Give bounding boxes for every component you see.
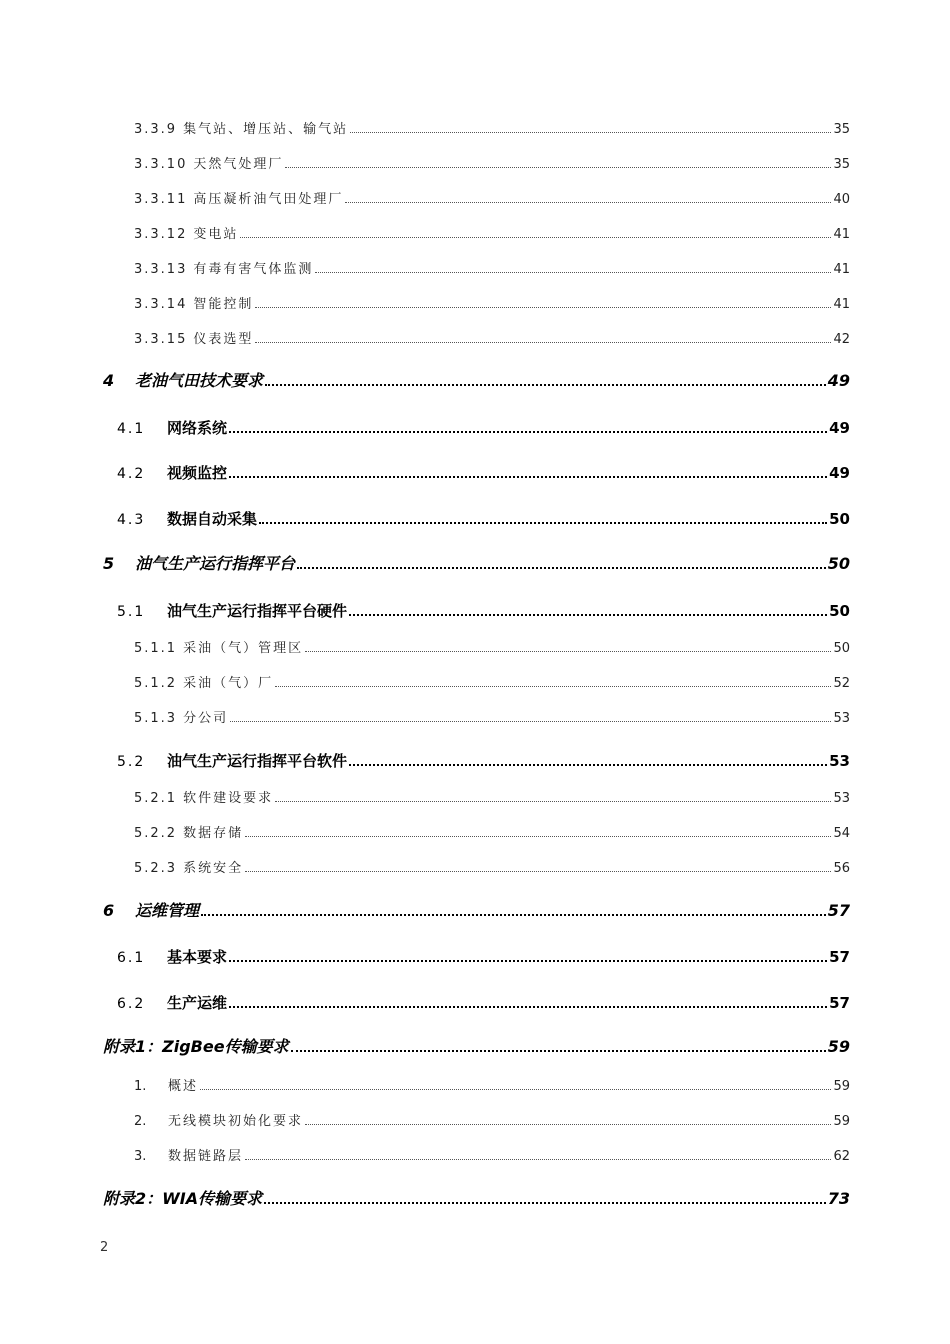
- dot-leader: [229, 476, 827, 478]
- toc-entry-title: 智能控制: [193, 297, 254, 312]
- toc-entry[interactable]: [134, 180, 850, 206]
- toc-entry-title: 天然气处理厂: [193, 157, 284, 172]
- dot-leader: [349, 764, 827, 766]
- toc-entry-page: 49: [829, 464, 850, 482]
- toc-entry-page: 53: [833, 711, 850, 726]
- dot-leader: [245, 871, 831, 872]
- dot-leader: [285, 167, 831, 168]
- dot-leader: [305, 651, 831, 652]
- page-number: 2: [100, 1240, 109, 1255]
- toc-entry-page: 41: [833, 262, 850, 277]
- toc-entry[interactable]: [117, 743, 850, 769]
- toc-entry[interactable]: [134, 699, 850, 725]
- toc-entry-page: 54: [833, 826, 850, 841]
- toc-entry-page: 52: [833, 676, 850, 691]
- toc-entry-title: 视频监控: [167, 464, 228, 482]
- toc-entry[interactable]: [117, 985, 850, 1011]
- toc-entry-title: 生产运维: [167, 994, 228, 1012]
- toc-entry-page: 41: [833, 297, 850, 312]
- toc-entry-page: 57: [827, 901, 850, 920]
- dot-leader: [345, 202, 831, 203]
- toc-entry-title: 概述: [168, 1079, 199, 1094]
- dot-leader: [230, 721, 831, 722]
- dot-leader: [350, 132, 831, 133]
- toc-entry-number: 5.1.2: [134, 676, 178, 691]
- toc-entry-title: 数据链路层: [168, 1149, 244, 1164]
- toc-entry-title: 变电站: [193, 227, 239, 242]
- dot-leader: [275, 801, 831, 802]
- toc-entry-title: 基本要求: [167, 948, 228, 966]
- toc-entry-page: 53: [833, 791, 850, 806]
- toc-entry-number: 5.1: [117, 604, 146, 620]
- toc-entry-title: 采油（气）厂: [183, 676, 274, 691]
- toc-entry-title: 高压凝析油气田处理厂: [193, 192, 344, 207]
- toc-entry-number: 5.2.3: [134, 861, 178, 876]
- toc-entry[interactable]: [134, 814, 850, 840]
- dot-leader: [255, 342, 831, 343]
- dot-leader: [245, 836, 831, 837]
- toc-entry[interactable]: [103, 363, 850, 389]
- toc-entry-number: 3.3.14: [134, 297, 188, 312]
- toc-entry-title: 数据存储: [183, 826, 244, 841]
- toc-entry-page: 57: [829, 948, 850, 966]
- dot-leader: [305, 1124, 831, 1125]
- toc-entry-page: 59: [833, 1114, 850, 1129]
- toc-entry-title: 油气生产运行指挥平台软件: [167, 752, 348, 770]
- toc-entry[interactable]: [134, 629, 850, 655]
- toc-entry-page: 50: [829, 602, 850, 620]
- toc-entry-title: 分公司: [183, 711, 229, 726]
- toc-entry-page: 62: [833, 1149, 850, 1164]
- dot-leader: [229, 960, 827, 962]
- dot-leader: [259, 522, 827, 524]
- toc-entry-number: 5: [103, 554, 115, 573]
- toc-entry[interactable]: [117, 593, 850, 619]
- toc-entry-number: 6.1: [117, 950, 146, 966]
- toc-entry-number: 4: [103, 371, 115, 390]
- dot-leader: [201, 914, 826, 916]
- toc-entry-page: 40: [833, 192, 850, 207]
- dot-leader: [349, 614, 827, 616]
- toc-entry-title: 数据自动采集: [167, 510, 258, 528]
- toc-entry-number: 5.1.1: [134, 641, 178, 656]
- toc-entry-title: 软件建设要求: [183, 791, 274, 806]
- toc-entry[interactable]: [103, 546, 850, 572]
- toc-entry-page: 56: [833, 861, 850, 876]
- toc-entry-page: 59: [833, 1079, 850, 1094]
- toc-entry[interactable]: [117, 501, 850, 527]
- toc-entry[interactable]: [103, 1181, 850, 1207]
- toc-entry[interactable]: [134, 110, 850, 136]
- toc-entry[interactable]: [134, 779, 850, 805]
- toc-entry-title: 网络系统: [167, 419, 228, 437]
- toc-entry[interactable]: [134, 320, 850, 346]
- dot-leader: [297, 567, 826, 569]
- toc-entry-page: 35: [833, 157, 850, 172]
- toc-entry[interactable]: [117, 455, 850, 481]
- toc-entry-page: 41: [833, 227, 850, 242]
- dot-leader: [200, 1089, 831, 1090]
- toc-entry-page: 49: [829, 419, 850, 437]
- toc-entry-title: 有毒有害气体监测: [193, 262, 314, 277]
- toc-entry-title: 附录1：ZigBee传输要求: [103, 1037, 289, 1056]
- toc-entry-number: 3.3.13: [134, 262, 188, 277]
- toc-entry-page: 50: [827, 554, 850, 573]
- dot-leader: [229, 431, 827, 433]
- toc-entry-title: 无线模块初始化要求: [168, 1114, 304, 1129]
- toc-entry[interactable]: [134, 1137, 850, 1163]
- toc-entry-title: 油气生产运行指挥平台: [135, 554, 296, 573]
- toc-entry-number: 5.2: [117, 754, 146, 770]
- toc-entry[interactable]: [117, 410, 850, 436]
- toc-entry-number: 5.2.1: [134, 791, 178, 806]
- toc-entry-number: 3.3.9: [134, 122, 178, 137]
- toc-entry[interactable]: [134, 215, 850, 241]
- toc-entry-title: 系统安全: [183, 861, 244, 876]
- dot-leader: [264, 1202, 826, 1204]
- toc-entry[interactable]: [117, 939, 850, 965]
- toc-entry[interactable]: [134, 285, 850, 311]
- dot-leader: [255, 307, 831, 308]
- toc-entry-number: 4.1: [117, 421, 146, 437]
- toc-entry[interactable]: [134, 1102, 850, 1128]
- toc-entry-title: 集气站、增压站、输气站: [183, 122, 349, 137]
- dot-leader: [315, 272, 831, 273]
- dot-leader: [265, 384, 826, 386]
- toc-entry[interactable]: [134, 664, 850, 690]
- toc-entry[interactable]: [103, 893, 850, 919]
- dot-leader: [229, 1006, 827, 1008]
- toc-entry-number: 3.3.12: [134, 227, 188, 242]
- toc-entry-number: 5.2.2: [134, 826, 178, 841]
- toc-entry-page: 49: [827, 371, 850, 390]
- toc-entry[interactable]: [134, 250, 850, 276]
- toc-entry-title: 附录2：WIA传输要求: [103, 1189, 263, 1208]
- dot-leader: [240, 237, 831, 238]
- toc-entry-number: 3.3.11: [134, 192, 188, 207]
- dot-leader: [245, 1159, 831, 1160]
- toc-entry-number: 2.: [134, 1114, 147, 1129]
- toc-entry-number: 3.: [134, 1149, 147, 1164]
- toc-entry-number: 6: [103, 901, 115, 920]
- toc-entry-page: 50: [833, 641, 850, 656]
- toc-entry-page: 35: [833, 122, 850, 137]
- toc-entry-page: 53: [829, 752, 850, 770]
- toc-entry-number: 4.3: [117, 512, 146, 528]
- toc-entry[interactable]: [134, 145, 850, 171]
- toc-entry[interactable]: [134, 1067, 850, 1093]
- toc-entry-page: 59: [827, 1037, 850, 1056]
- toc-entry-number: 5.1.3: [134, 711, 178, 726]
- toc-entry-title: 老油气田技术要求: [135, 371, 264, 390]
- toc-entry-number: 3.3.10: [134, 157, 188, 172]
- toc-entry-page: 50: [829, 510, 850, 528]
- toc-entry-page: 42: [833, 332, 850, 347]
- dot-leader: [275, 686, 831, 687]
- toc-entry-page: 57: [829, 994, 850, 1012]
- toc-entry-number: 6.2: [117, 996, 146, 1012]
- toc-entry[interactable]: [103, 1029, 850, 1055]
- toc-entry-number: 1.: [134, 1079, 147, 1094]
- toc-entry-title: 采油（气）管理区: [183, 641, 304, 656]
- toc-entry[interactable]: [134, 849, 850, 875]
- toc-entry-number: 4.2: [117, 466, 146, 482]
- toc-entry-title: 运维管理: [135, 901, 200, 920]
- toc-entry-page: 73: [827, 1189, 850, 1208]
- toc-entry-title: 仪表选型: [193, 332, 254, 347]
- toc-entry-number: 3.3.15: [134, 332, 188, 347]
- toc-entry-title: 油气生产运行指挥平台硬件: [167, 602, 348, 620]
- dot-leader: [291, 1050, 826, 1052]
